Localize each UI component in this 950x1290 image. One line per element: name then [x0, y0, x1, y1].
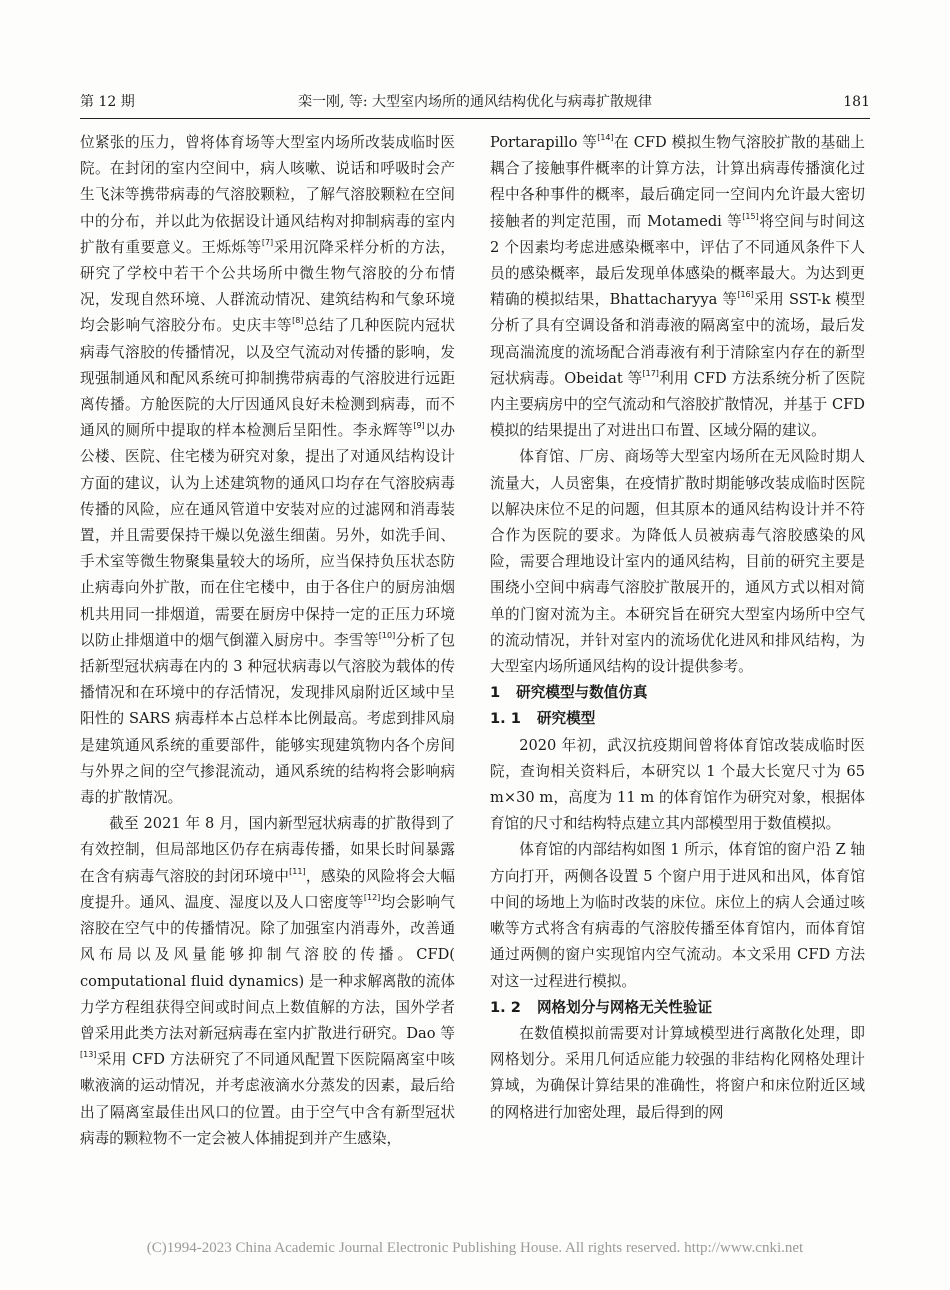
section-number: 1 — [490, 684, 501, 702]
running-title: 栾一刚, 等: 大型室内场所的通风结构优化与病毒扩散规律 — [297, 94, 653, 110]
text-run: 截至 2021 年 8 月，国内新型冠状病毒的扩散得到了有效控制，但局部地区仍存在病毒传播，如果长时间暴露在含有病毒气溶胶的封闭环境中 — [80, 815, 455, 885]
section-title: 研究模型与数值仿真 — [516, 684, 648, 702]
copyright-footer: (C)1994-2023 China Academic Journal Electronic Publishing House. All rights reserved. http://www.cnki.net — [146, 1240, 804, 1256]
subsection-heading-1-2 — [490, 995, 865, 1021]
text-run: 利用 CFD 方法系统分析了医院内主要病房中的空气流动和气溶胶扩散情况，并基于 CFD 模拟的结果提出了对进出口布置、区域分隔的建议。 — [490, 369, 865, 440]
left-column — [80, 130, 455, 1220]
text-run: 采用沉降采样分析的方法，研究了学校中若干个公共场所中微生物气溶胶的分布情况，发现自然环境、人群流动情况、建筑结构和气象环境均会影响气溶胶分布。史庆丰等 — [80, 238, 455, 335]
text-run: 将空间与时间这 2 个因素均考虑进感染概率中，评估了不同通风条件下人员的感染概率，最后发现单体感染的概率最大。为达到更精确的模拟结果，Bhattacharyya 等 — [490, 212, 865, 309]
text-run: 采用 SST-k 模型分析了具有空调设备和消毒液的隔离室中的流场，最后发现高湍流度的流场配合消毒液有利于清除室内存在的新型冠状病毒。Obeidat 等 — [490, 291, 865, 387]
text-run: 总结了几种医院内冠状病毒气溶胶的传播情况，以及空气流动对传播的影响，发现强制通风和配风系统可抑制携带病毒的气溶胶进行远距离传播。方舱医院的大厅因通风良好未检测到病毒，而不通风的厕所中提取的样本检测后呈阳性。李永辉等 — [80, 317, 455, 440]
text-run: 分析了包括新型冠状病毒在内的 3 种冠状病毒以气溶胶为载体的传播情况和在环境中的存活情况，发现排风扇附近区域中呈阳性的 SARS 病毒样本占总样本比例最高。考虑到排风扇是建筑通风系统的重要部件，能够实现建筑物内各个房间与外界之间的空气掺混流动，通风系统的结构将会影响病毒的扩散情况。 — [80, 631, 455, 807]
page-number: 181 — [843, 94, 870, 110]
right-column — [490, 130, 865, 1220]
citation-ref: [17] — [642, 368, 659, 378]
citation-ref: [16] — [737, 290, 754, 300]
right-paragraph-2: 体育馆、厂房、商场等大型室内场所在无风险时期人流量大，人员密集，在疫情扩散时期能够改装成临时医院以解决床位不足的问题，但其原本的通风结构设计并不符合作为医院的要求。为降低人员被病毒气溶胶感染的风险，需要合理地设计室内的通风结构，目前的研究主要是围绕小空间中病毒气溶胶扩散展开的，通风方式以相对简单的门窗对流为主。本研究旨在研究大型室内场所中空气的流动情况，并针对室内的流场优化进风和排风结构，为大型室内场所通风结构的设计提供参考。 — [490, 448, 865, 676]
subsection-heading-1-1 — [490, 706, 865, 732]
subsection-title: 网格划分与网格无关性验证 — [536, 998, 713, 1016]
issue-number: 第 12 期 — [80, 94, 135, 110]
subsection-title: 研究模型 — [536, 710, 596, 728]
right-paragraph-1 — [490, 130, 865, 444]
text-run: ，感染的风险将会大幅度提升。通风、温度、湿度以及人口密度等 — [80, 867, 455, 911]
citation-ref: [12] — [363, 892, 381, 902]
text-run: 位紧张的压力，曾将体育场等大型室内场所改装成临时医院。在封闭的室内空间中，病人咳嗽、说话和呼吸时会产生飞沫等携带病毒的气溶胶颗粒，了解气溶胶颗粒在空间中的分布，并以此为依据设计通风结构对抑制病毒的室内扩散有重要意义。王烁烁等 — [80, 134, 455, 256]
citation-ref: [13] — [80, 1050, 97, 1060]
text-run: 在 CFD 模拟生物气溶胶扩散的基础上耦合了接触事件概率的计算方法，计算出病毒传播演化过程中各种事件的概率，最后确定同一空间内允许最大密切接触者的判定范围，而 Motamedi 等 — [490, 134, 865, 230]
right-paragraph-3: 2020 年初，武汉抗疫期间曾将体育馆改装成临时医院，查询相关资料后，本研究以 1 个最大长宽尺寸为 65 m×30 m，高度为 11 m 的体育馆作为研究对象，根据体育馆的尺寸和结构特点建立其内部模型用于数值模拟。 — [490, 736, 865, 833]
citation-ref: [7] — [261, 237, 274, 247]
text-run: 以办公楼、医院、住宅楼为研究对象，提出了对通风结构设计方面的建议，认为上述建筑物的通风口均存在气溶胶病毒传播的风险，应在通风管道中安装对应的过滤网和消毒装置，并且需要保持干燥以免滋生细菌。另外，如洗手间、手术室等微生物聚集量较大的场所，应当保持负压状态防止病毒向外扩散，而在住宅楼中，由于各住户的厨房油烟机共用同一排烟道，需要在厨房中保持一定的正压力环境以防止排烟道中的烟气倒灌入厨房中。李雪等 — [80, 422, 455, 649]
right-paragraph-4: 体育馆的内部结构如图 1 所示，体育馆的窗户沿 Z 轴方向打开，两侧各设置 5 个窗户用于进风和出风，体育馆中间的场地上为临时改装的床位。床位上的病人会通过咳嗽等方式将含有病毒的气溶胶传播至体育馆内，而体育馆通过两侧的窗户实现馆内空气流动。本文采用 CFD 方法对这一过程进行模拟。 — [490, 841, 865, 990]
left-paragraph-2 — [80, 811, 455, 1152]
citation-ref: [8] — [292, 316, 304, 326]
text-run: Portarapillo 等 — [490, 134, 598, 151]
citation-ref: [11] — [289, 866, 306, 876]
citation-ref: [9] — [413, 421, 425, 431]
subsection-number: 1. 2 — [490, 998, 521, 1016]
citation-ref: [14] — [597, 133, 614, 142]
running-header — [80, 90, 870, 114]
citation-ref: [10] — [378, 630, 396, 640]
text-run: 采用 CFD 方法研究了不同通风配置下医院隔离室中咳嗽液滴的运动情况，并考虑液滴水分蒸发的因素，最后给出了隔离室最佳出风口的位置。由于空气中含有新型冠状病毒的颗粒物不一定会被人体捕捉到并产生感染， — [80, 1051, 455, 1147]
header-rule — [80, 118, 870, 119]
left-paragraph-1 — [80, 130, 455, 811]
text-run: 均会影响气溶胶在空气中的传播情况。除了加强室内消毒外，改善通风布局以及风量能够抑制气溶胶的传播。CFD( computational fluid dynamics) 是一种求解离散的流体力学方程组获得空间或时间点上数值解的方法，国外学者曾采用此类方法对新冠病毒在室内扩散进行研究。Dao 等 — [80, 893, 455, 1042]
right-paragraph-5: 在数值模拟前需要对计算域模型进行离散化处理，即网格划分。采用几何适应能力较强的非结构化网格处理计算域，为确保计算结果的准确性，将窗户和床位附近区域的网格进行加密处理，最后得到的网 — [490, 1024, 865, 1121]
subsection-number: 1. 1 — [490, 710, 521, 728]
section-heading-1 — [490, 680, 865, 706]
citation-ref: [15] — [742, 211, 759, 221]
